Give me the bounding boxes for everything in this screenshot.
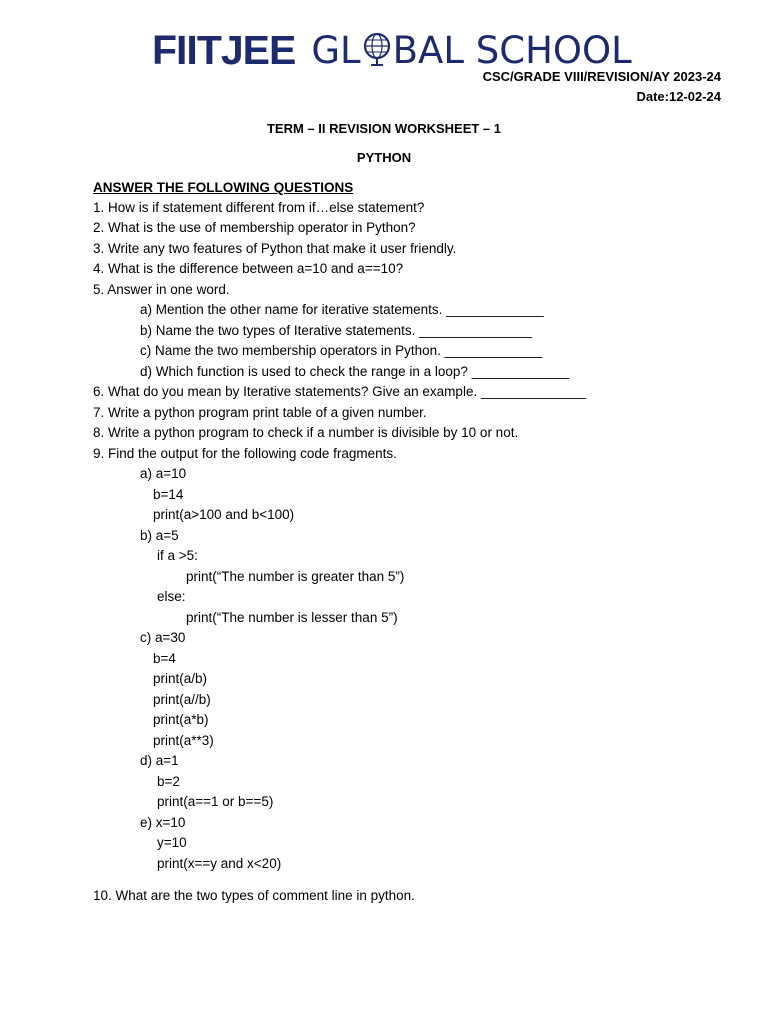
- school-logo: [152, 28, 632, 72]
- code-b-line-3: print(“The number is greater than 5”): [186, 569, 405, 584]
- code-b-line-4: else:: [157, 589, 186, 604]
- globe-icon: [362, 31, 392, 69]
- question-5a: a) Mention the other name for iterative statements. _____________: [140, 302, 544, 317]
- code-b-line-1: b) a=5: [140, 528, 179, 543]
- document-reference: [483, 67, 721, 107]
- question-5: 5. Answer in one word.: [93, 282, 230, 297]
- code-d-line-3: print(a==1 or b==5): [157, 794, 274, 809]
- logo-name-part2: BAL SCHOOL: [392, 28, 632, 72]
- question-5d: d) Which function is used to check the range in a loop? _____________: [140, 364, 570, 379]
- code-c-line-3: print(a/b): [153, 671, 208, 686]
- logo-brand: FIITJEE: [152, 26, 296, 73]
- question-5c: c) Name the two membership operators in Python. _____________: [140, 343, 543, 358]
- code-b-line-5: print(“The number is lesser than 5”): [186, 610, 398, 625]
- code-c-line-2: b=4: [153, 651, 176, 666]
- question-8: 8. Write a python program to check if a number is divisible by 10 or not.: [93, 425, 519, 440]
- code-a-line-3: print(a>100 and b<100): [153, 507, 295, 522]
- question-3: 3. Write any two features of Python that make it user friendly.: [93, 241, 457, 256]
- code-a-line-1: a) a=10: [140, 466, 187, 481]
- code-e-line-2: y=10: [157, 835, 187, 850]
- question-6: 6. What do you mean by Iterative statements? Give an example. ______________: [93, 384, 587, 399]
- question-7: 7. Write a python program print table of a given number.: [93, 405, 427, 420]
- code-b-line-2: if a >5:: [157, 548, 198, 563]
- question-4: 4. What is the difference between a=10 and a==10?: [93, 261, 404, 276]
- question-9: 9. Find the output for the following code fragments.: [93, 446, 397, 461]
- logo-school-name: [311, 28, 632, 72]
- code-c-line-6: print(a**3): [153, 733, 214, 748]
- question-2: 2. What is the use of membership operator in Python?: [93, 220, 416, 235]
- logo-name-part1: GL: [311, 28, 361, 72]
- code-c-line-4: print(a//b): [153, 692, 211, 707]
- code-c-line-1: c) a=30: [140, 630, 186, 645]
- reference-code: CSC/GRADE VIII/REVISION/AY 2023-24: [482, 69, 721, 84]
- code-d-line-1: d) a=1: [140, 753, 179, 768]
- question-5b: b) Name the two types of Iterative statements. _______________: [140, 323, 532, 338]
- document-date: Date:12-02-24: [636, 89, 721, 104]
- code-a-line-2: b=14: [153, 487, 184, 502]
- question-1: 1. How is if statement different from if…else statement?: [93, 200, 425, 215]
- code-d-line-2: b=2: [157, 774, 180, 789]
- code-e-line-3: print(x==y and x<20): [157, 856, 282, 871]
- code-e-line-1: e) x=10: [140, 815, 186, 830]
- subject-title: PYTHON: [356, 150, 412, 165]
- question-10: 10. What are the two types of comment line in python.: [93, 888, 415, 903]
- code-c-line-5: print(a*b): [153, 712, 209, 727]
- section-heading: ANSWER THE FOLLOWING QUESTIONS: [93, 180, 354, 195]
- worksheet-title: TERM – II REVISION WORKSHEET – 1: [266, 121, 502, 136]
